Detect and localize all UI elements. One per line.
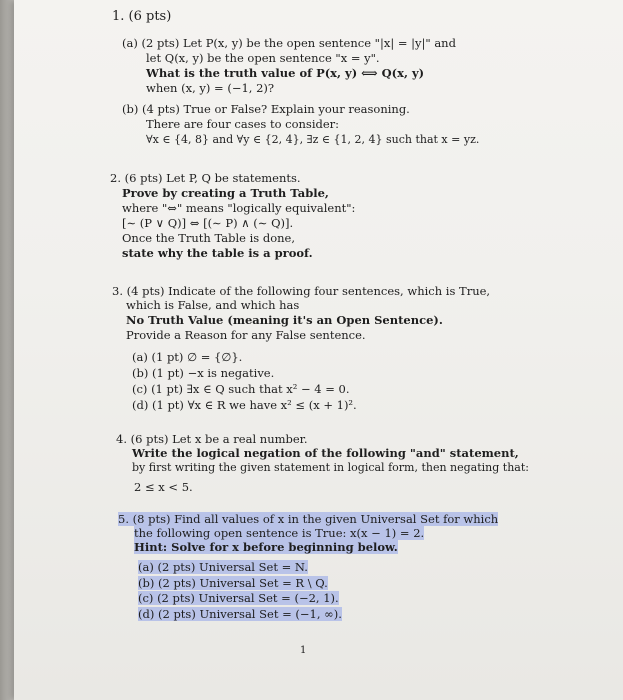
problem-5-hint <box>134 540 398 554</box>
problem-2-formula: [∼ (P ∨ Q)] ⇔ [(∼ P) ∧ (∼ Q)]. <box>122 216 294 230</box>
problem-5-item-text: (c) (2 pts) Universal Set = (−2, 1). <box>138 591 339 605</box>
problem-4-line: by first writing the given statement in logical form, then negating that: <box>132 461 529 474</box>
problem-3-line: Provide a Reason for any False sentence. <box>126 328 366 342</box>
problem-2-header: 2. (6 pts) Let P, Q be statements. <box>110 171 301 185</box>
problem-5-header <box>118 512 498 526</box>
problem-5-item-text: (a) (2 pts) Universal Set = N. <box>138 560 308 574</box>
problem-4-line: Write the logical negation of the following "and" statement, <box>132 446 519 460</box>
problem-3-header: 3. (4 pts) Indicate of the following four sentences, which is True, <box>112 284 491 298</box>
problem-1b-line: (b) (4 pts) True or False? Explain your reasoning. <box>122 102 410 116</box>
problem-1a-line: when (x, y) = (−1, 2)? <box>146 81 275 95</box>
problem-3-item: (c) (1 pt) ∃x ∈ Q such that x² − 4 = 0. <box>132 382 350 396</box>
problem-5-hint-text: Hint: Solve for x before beginning below. <box>134 540 398 554</box>
problem-3-line: No Truth Value (meaning it's an Open Sentence). <box>126 313 443 327</box>
problem-4-header: 4. (6 pts) Let x be a real number. <box>116 432 308 446</box>
problem-5-item-text: (d) (2 pts) Universal Set = (−1, ∞). <box>138 607 342 621</box>
problem-5-item <box>138 576 328 590</box>
problem-1b-statement: ∀x ∈ {4, 8} and ∀y ∈ {2, 4}, ∃z ∈ {1, 2, 4} such that x = yz. <box>146 133 480 146</box>
problem-3-line: which is False, and which has <box>126 298 300 312</box>
problem-4-inequality: 2 ≤ x < 5. <box>134 480 193 494</box>
problem-2-line: Once the Truth Table is done, <box>122 231 296 245</box>
page-number: 1 <box>300 645 307 656</box>
problem-2-line: state why the table is a proof. <box>122 246 313 260</box>
problem-2-line: where "⇔" means "logically equivalent": <box>122 201 356 215</box>
problem-5-sentence: the following open sentence is True: x(x − 1) = 2. <box>134 526 425 540</box>
problem-5-item <box>138 591 339 605</box>
problem-3-item: (a) (1 pt) ∅ = {∅}. <box>132 350 243 364</box>
exam-page <box>14 0 623 700</box>
problem-5-item <box>138 560 308 574</box>
problem-5-line <box>134 526 424 540</box>
problem-1-header: 1. (6 pts) <box>112 9 172 24</box>
problem-1a-line: let Q(x, y) be the open sentence "x = y". <box>146 51 380 65</box>
problem-2-line: Prove by creating a Truth Table, <box>122 186 329 200</box>
problem-5-item-text: (b) (2 pts) Universal Set = R \ Q. <box>138 576 328 590</box>
problem-5-item <box>138 607 342 621</box>
problem-1a-question: What is the truth value of P(x, y) ⟺ Q(x, y) <box>146 66 425 80</box>
problem-5-text: 5. (8 pts) Find all values of x in the given Universal Set for which <box>118 512 499 526</box>
problem-1a-line: (a) (2 pts) Let P(x, y) be the open sentence "|x| = |y|" and <box>122 36 456 50</box>
page-edge-shadow <box>0 0 14 700</box>
problem-1b-line: There are four cases to consider: <box>146 117 340 131</box>
problem-3-item: (d) (1 pt) ∀x ∈ R we have x² ≤ (x + 1)². <box>132 398 357 412</box>
problem-3-item: (b) (1 pt) −x is negative. <box>132 366 275 380</box>
